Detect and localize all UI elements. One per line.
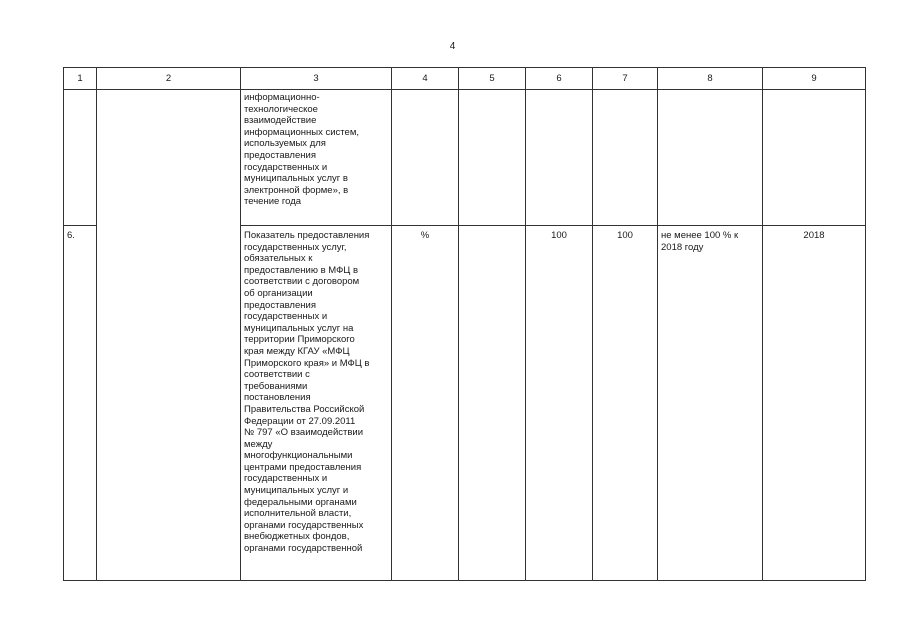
cell-col7 [593, 90, 658, 226]
cell-col9-year: 2018 [763, 226, 866, 581]
cell-col5 [459, 90, 526, 226]
cell-col5 [459, 226, 526, 581]
header-col-9: 9 [763, 68, 866, 90]
cell-col7-value: 100 [593, 226, 658, 581]
page-number: 4 [449, 41, 456, 52]
header-col-1: 1 [64, 68, 97, 90]
header-col-5: 5 [459, 68, 526, 90]
cell-indicator-text: Показатель предоставления государственных услуг, обязательных к предоставлению в МФЦ в соответствии с договором об организации предоставления государственных и муниципальных услуг на территории Приморского края между КГАУ «МФЦ Приморского края» и МФЦ в соответствии с требованиями постановления Правительства Российской Федерации от 27.09.2011 № 797 «О взаимодействии между многофункциональными центрами предоставления государственных и муниципальных услуг и федеральными органами исполнительной власти, органами государственных внебюджетных фондов, органами государственной [241, 226, 392, 581]
cell-unit [392, 90, 459, 226]
header-row [64, 68, 866, 90]
header-col-2: 2 [97, 68, 241, 90]
cell-col8-target: не менее 100 % к 2018 году [658, 226, 763, 581]
header-col-4: 4 [392, 68, 459, 90]
indicators-table [63, 67, 866, 581]
cell-number [64, 90, 97, 226]
header-col-3: 3 [241, 68, 392, 90]
header-col-6: 6 [526, 68, 593, 90]
header-col-7: 7 [593, 68, 658, 90]
cell-col2-merged [97, 90, 241, 581]
cell-row-number: 6. [64, 226, 97, 581]
header-col-8: 8 [658, 68, 763, 90]
cell-unit: % [392, 226, 459, 581]
cell-col6-value: 100 [526, 226, 593, 581]
cell-col8 [658, 90, 763, 226]
table-row-continuation [64, 90, 866, 226]
cell-col6 [526, 90, 593, 226]
cell-col9 [763, 90, 866, 226]
cell-indicator-continued: информационно- технологическое взаимодействие информационных систем, используемых для предоставления государственных и муниципальных услуг в электронной форме», в течение года [241, 90, 392, 226]
